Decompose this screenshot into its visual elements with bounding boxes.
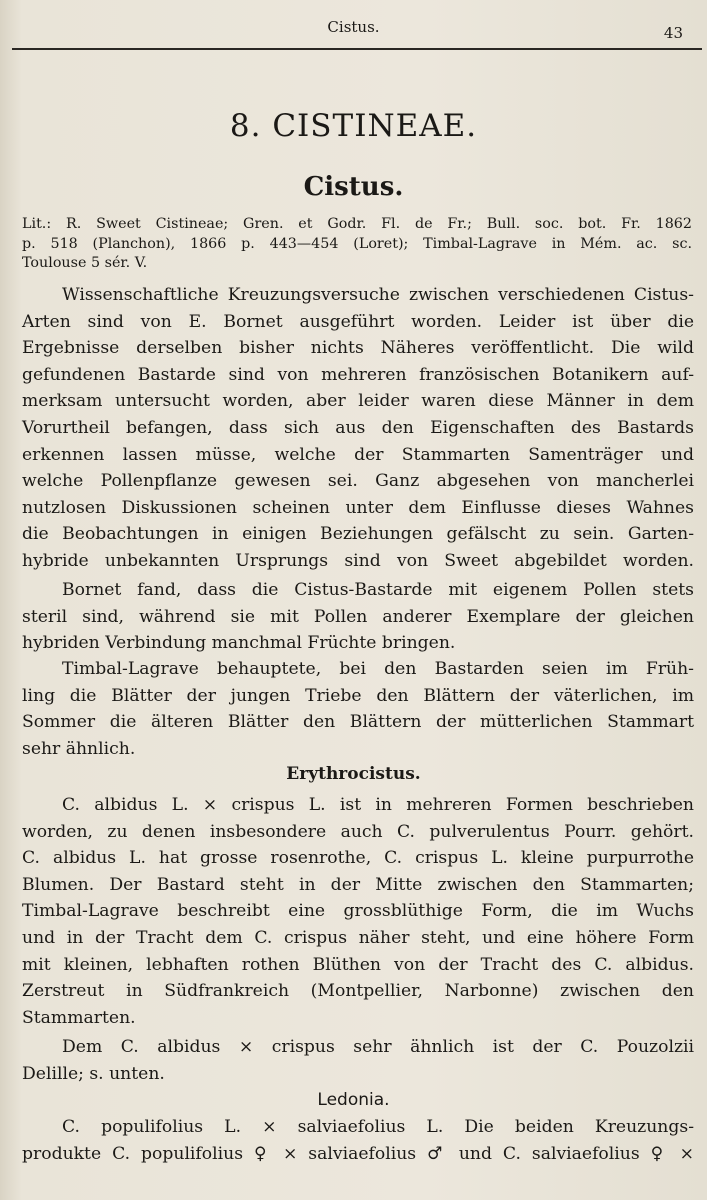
text-line: Blumen. Der Bastard steht in der Mitte zwischen den Stammarten; bbox=[22, 874, 694, 895]
family-title: 8. CISTINEAE. bbox=[229, 108, 478, 144]
text-line: Timbal-Lagrave behauptete, bei den Bastarden seien im Früh- bbox=[62, 659, 694, 679]
text-line: und in der Tracht dem C. crispus näher steht, und eine höhere Form bbox=[22, 927, 694, 948]
text-line: C. albidus L. hat grosse rosenrothe, C. crispus L. kleine purpurrothe bbox=[22, 848, 694, 869]
text-line: erkennen lassen müsse, welche der Stammarten Samenträger und bbox=[22, 444, 694, 465]
text-line: Sommer die älteren Blätter den Blättern der mütterlichen Stammart bbox=[22, 712, 694, 733]
text-line: ling die Blätter der jungen Triebe den Blättern der väterlichen, im bbox=[22, 685, 694, 706]
text-line: mit kleinen, lebhaften rothen Blüthen von der Tracht des C. albidus. bbox=[22, 954, 694, 975]
literature-line: Lit.: R. Sweet Cistineae; Gren. et Godr. Fl. de Fr.; Bull. soc. bot. Fr. 1862 bbox=[22, 216, 692, 232]
text-line: Arten sind von E. Bornet ausgeführt worden. Leider ist über die bbox=[22, 311, 694, 332]
header-rule bbox=[12, 48, 702, 50]
paragraph-4 bbox=[22, 792, 694, 1031]
text-line: Dem C. albidus × crispus sehr ähnlich ist der C. Pouzolzii bbox=[62, 1037, 694, 1057]
text-line: welche Pollenpflanze gewesen sei. Ganz abgesehen von mancherlei bbox=[22, 471, 694, 492]
text-line: Ergebnisse derselben bisher nichts Näheres veröffentlicht. Die wild bbox=[22, 338, 694, 359]
text-line: Stammarten. bbox=[22, 1007, 136, 1028]
text-line: Delille; s. unten. bbox=[22, 1063, 165, 1084]
running-head: Cistus. bbox=[327, 18, 380, 36]
text-line: hybriden Verbindung manchmal Früchte bringen. bbox=[22, 633, 456, 654]
page-number: 43 bbox=[663, 24, 683, 42]
text-line: produkte C. populifolius ♀ × salviaefolius ♂ und C. salviaefolius ♀ × bbox=[22, 1143, 694, 1164]
paragraph-5 bbox=[22, 1034, 694, 1087]
text-line: Bornet fand, dass die Cistus-Bastarde mit eigenem Pollen stets bbox=[62, 580, 694, 600]
text-line: C. populifolius L. × salviaefolius L. Die beiden Kreuzungs- bbox=[62, 1117, 694, 1137]
section-title-erythrocistus: Erythrocistus. bbox=[286, 764, 421, 784]
text-line: C. albidus L. × crispus L. ist in mehreren Formen beschrieben bbox=[62, 795, 694, 815]
text-line: Vorurtheil befangen, dass sich aus den Eigenschaften des Bastards bbox=[22, 417, 694, 438]
text-line: steril sind, während sie mit Pollen anderer Exemplare der gleichen bbox=[22, 606, 694, 627]
text-line: Timbal-Lagrave beschreibt eine grossblüthige Form, die im Wuchs bbox=[22, 901, 694, 922]
text-line: hybride unbekannten Ursprungs sind von Sweet abgebildet worden. bbox=[22, 550, 694, 571]
literature-line: p. 518 (Planchon), 1866 p. 443—454 (Loret); Timbal-Lagrave in Mém. ac. sc. bbox=[22, 235, 692, 252]
text-line: Wissenschaftliche Kreuzungsversuche zwischen verschiedenen Cistus- bbox=[62, 285, 694, 305]
section-title-ledonia: Ledonia. bbox=[317, 1090, 390, 1110]
paragraph-6 bbox=[22, 1114, 694, 1167]
paragraph-1 bbox=[22, 282, 694, 575]
text-line: die Beobachtungen in einigen Beziehungen gefälscht zu sein. Garten- bbox=[22, 524, 694, 545]
text-line: nutzlosen Diskussionen scheinen unter dem Einflusse dieses Wahnes bbox=[22, 497, 694, 518]
paragraph-2 bbox=[22, 577, 694, 657]
paragraph-3 bbox=[22, 656, 694, 762]
literature-block bbox=[22, 215, 692, 274]
genus-title: Cistus. bbox=[303, 172, 404, 202]
text-line: sehr ähnlich. bbox=[22, 738, 136, 759]
text-line: merksam untersucht worden, aber leider waren diese Männer in dem bbox=[22, 391, 694, 412]
text-line: gefundenen Bastarde sind von mehreren französischen Botanikern auf- bbox=[22, 364, 694, 385]
literature-line: Toulouse 5 sér. V. bbox=[22, 255, 148, 272]
text-line: Zerstreut in Südfrankreich (Montpellier, Narbonne) zwischen den bbox=[22, 981, 694, 1002]
text-line: worden, zu denen insbesondere auch C. pulverulentus Pourr. gehört. bbox=[22, 821, 694, 842]
